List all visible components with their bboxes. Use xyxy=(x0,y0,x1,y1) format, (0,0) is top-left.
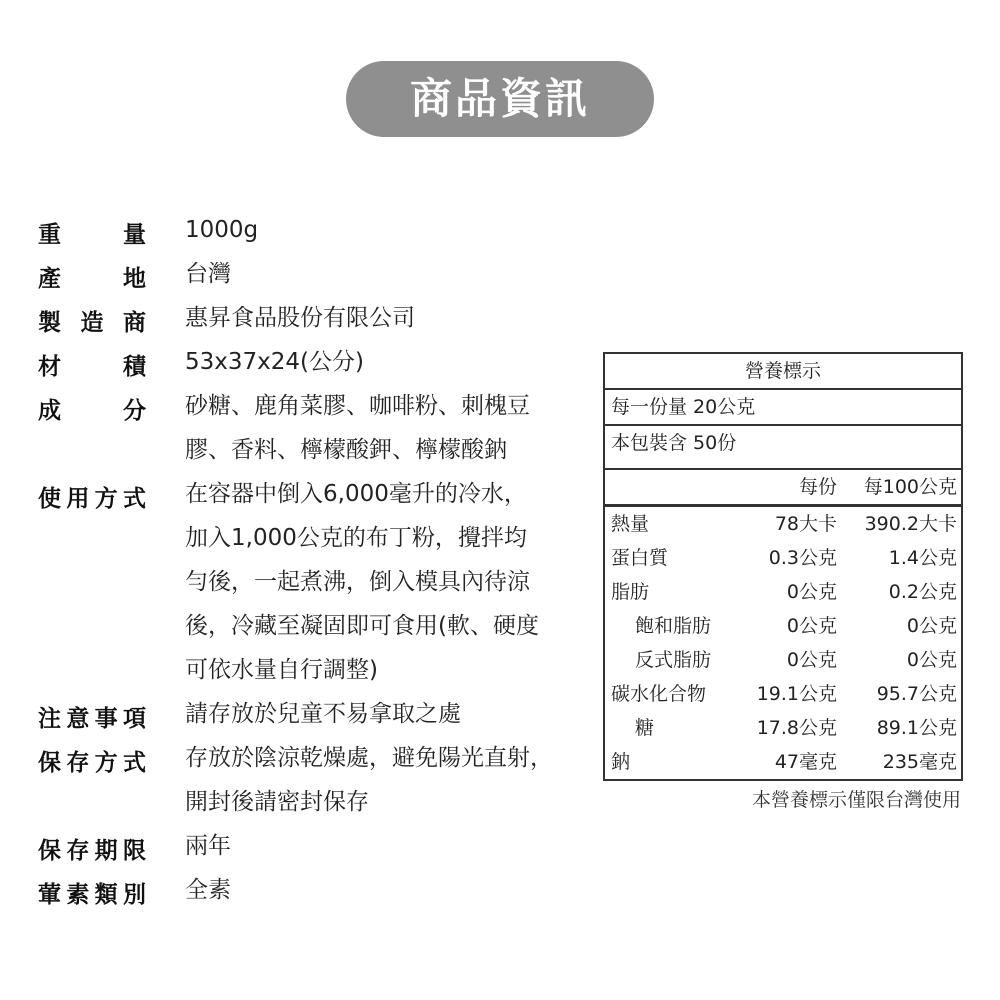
nutrient-per-serving: 0公克 xyxy=(786,581,837,603)
spec-label: 製造商 xyxy=(38,310,146,336)
nutrient-per-100g: 0.2公克 xyxy=(888,581,957,603)
nutrition-row xyxy=(605,745,961,779)
spec-label: 重量 xyxy=(38,222,146,248)
spec-value-line: 兩年 xyxy=(185,833,231,859)
nutrition-note: 本營養標示僅限台灣使用 xyxy=(751,789,961,811)
nutrient-per-serving: 0公克 xyxy=(786,615,837,637)
nutrient-name: 碳水化合物 xyxy=(611,683,707,705)
nutrient-name: 鈉 xyxy=(611,751,631,773)
spec-value-line: 請存放於兒童不易拿取之處 xyxy=(185,701,461,727)
spec-label: 保存方式 xyxy=(38,750,146,776)
col-per-100g: 每100公克 xyxy=(863,476,957,498)
nutrient-per-serving: 0.3公克 xyxy=(768,547,837,569)
servings-per-package: 本包裝含 50份 xyxy=(611,432,737,454)
nutrition-title: 營養標示 xyxy=(605,354,961,390)
spec-label: 注意事項 xyxy=(38,706,146,732)
nutrient-name: 反式脂肪 xyxy=(635,649,712,671)
spec-value-line: 53x37x24(公分) xyxy=(185,349,364,375)
spec-value-line: 在容器中倒入6,000毫升的冷水， xyxy=(185,481,527,507)
nutrient-per-serving: 19.1公克 xyxy=(756,683,837,705)
col-per-serving: 每份 xyxy=(798,476,837,498)
spec-value-line: 惠昇食品股份有限公司 xyxy=(185,305,415,331)
spec-label: 保存期限 xyxy=(38,838,146,864)
spec-value-line: 存放於陰涼乾燥處，避免陽光直射， xyxy=(185,745,553,771)
nutrition-row xyxy=(605,507,961,541)
nutrient-name: 熱量 xyxy=(611,513,650,535)
spec-label: 使用方式 xyxy=(38,486,146,512)
spec-label: 成分 xyxy=(38,398,146,424)
nutrient-per-100g: 95.7公克 xyxy=(876,683,957,705)
nutrition-row xyxy=(605,575,961,609)
nutrition-row xyxy=(605,609,961,643)
nutrient-name: 脂肪 xyxy=(611,581,650,603)
spec-label: 材積 xyxy=(38,354,146,380)
nutrition-rows xyxy=(605,507,961,779)
page-title: 商品資訊 xyxy=(346,61,654,137)
spec-value-line: 後，冷藏至凝固即可食用(軟、硬度 xyxy=(185,613,539,639)
serving-size: 每一份量 20公克 xyxy=(605,390,961,426)
nutrient-per-serving: 17.8公克 xyxy=(756,717,837,739)
nutrient-per-serving: 0公克 xyxy=(786,649,837,671)
spec-label: 葷素類別 xyxy=(38,882,146,908)
nutrition-column-header xyxy=(605,468,961,507)
spec-value-line: 台灣 xyxy=(185,261,231,287)
spec-value-line: 開封後請密封保存 xyxy=(185,789,369,815)
nutrient-name: 飽和脂肪 xyxy=(635,615,712,637)
nutrition-row xyxy=(605,711,961,745)
nutrient-per-100g: 1.4公克 xyxy=(888,547,957,569)
nutrition-row xyxy=(605,541,961,575)
nutrient-name: 蛋白質 xyxy=(611,547,669,569)
nutrition-facts-panel xyxy=(603,352,963,781)
spec-label: 產地 xyxy=(38,266,146,292)
spec-value-line: 膠、香料、檸檬酸鉀、檸檬酸鈉 xyxy=(185,437,507,463)
nutrient-per-100g: 0公克 xyxy=(906,615,957,637)
nutrient-per-serving: 78大卡 xyxy=(774,513,837,535)
spec-value-line: 勻後，一起煮沸，倒入模具內待涼 xyxy=(185,569,530,595)
nutrient-per-100g: 390.2大卡 xyxy=(864,513,957,535)
nutrient-per-100g: 89.1公克 xyxy=(876,717,957,739)
nutrition-row xyxy=(605,643,961,677)
nutrient-per-100g: 235毫克 xyxy=(882,751,957,773)
spec-value-line: 可依水量自行調整) xyxy=(185,657,378,683)
spec-value-line: 加入1,000公克的布丁粉，攪拌均 xyxy=(185,525,527,551)
nutrient-per-100g: 0公克 xyxy=(906,649,957,671)
nutrient-name: 糖 xyxy=(635,717,655,739)
nutrient-per-serving: 47毫克 xyxy=(774,751,837,773)
spec-value-line: 砂糖、鹿角菜膠、咖啡粉、刺槐豆 xyxy=(185,393,530,419)
nutrition-row xyxy=(605,677,961,711)
spec-value-line: 1000g xyxy=(185,217,259,243)
spec-value-line: 全素 xyxy=(185,877,231,903)
nutrition-box xyxy=(603,352,963,781)
